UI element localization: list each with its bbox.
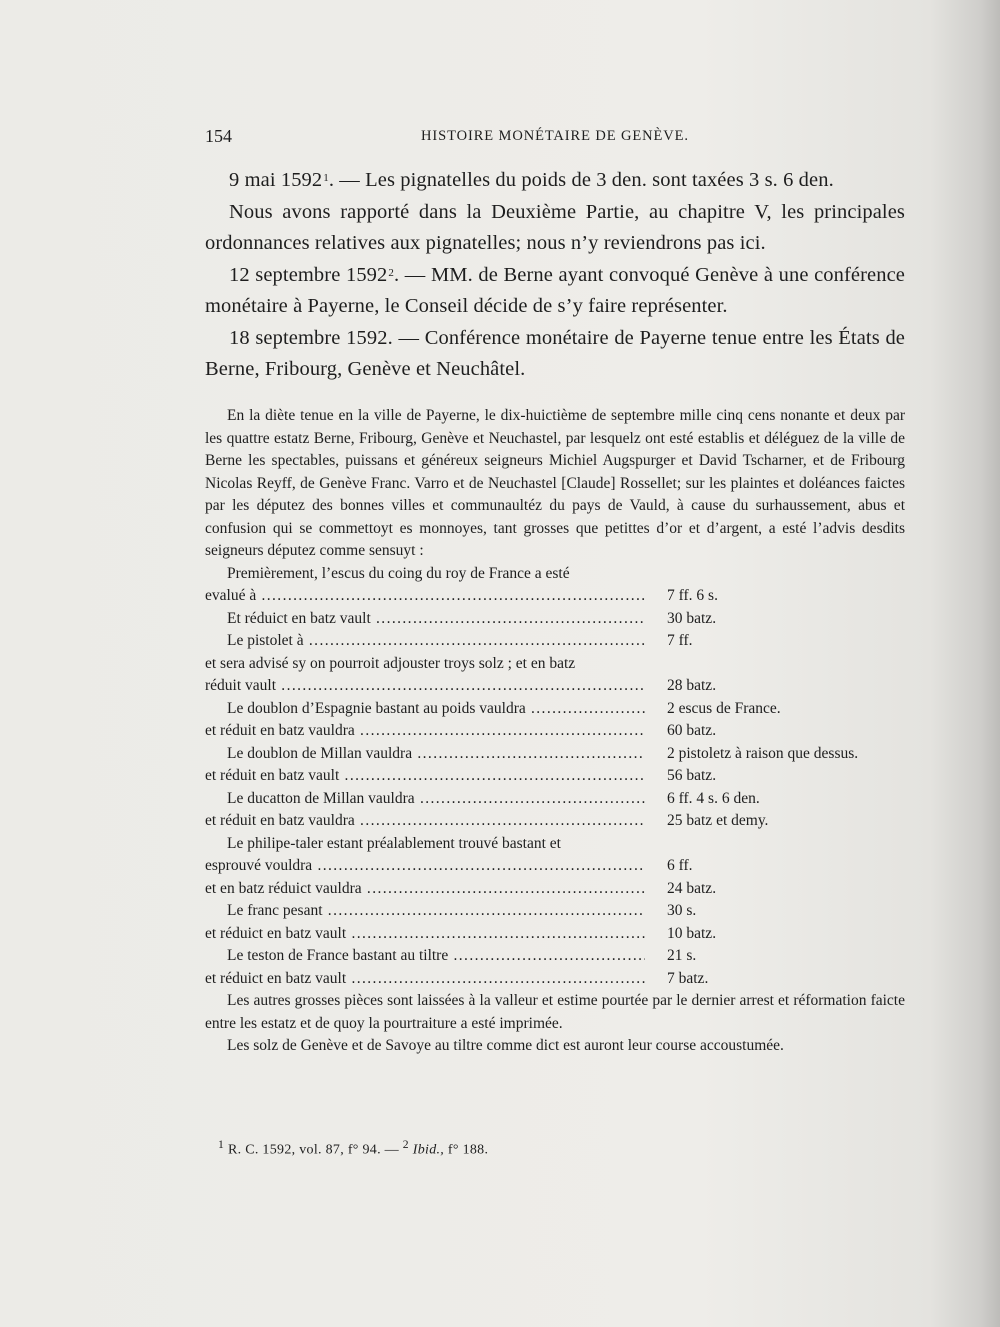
tariff-row	[205, 743, 905, 766]
footnote-2-ibid: Ibid.,	[412, 1142, 445, 1158]
tariff-value: 6 ff.	[667, 857, 693, 874]
tariff-value: 7 ff.	[667, 632, 693, 649]
tariff-row	[205, 675, 905, 698]
main-text	[205, 165, 905, 386]
running-title: HISTOIRE MONÉTAIRE DE GENÈVE.	[421, 128, 689, 144]
footnote-ref: 2	[388, 266, 394, 279]
tariff-value: 25 batz et demy.	[667, 812, 769, 829]
tariff-row	[205, 608, 905, 631]
tariff-value: 7 batz.	[667, 969, 709, 987]
tariff-row	[205, 720, 905, 743]
tariff-row	[205, 630, 905, 653]
tariff-value: 2 pistoletz à raison que dessus.	[667, 744, 859, 762]
tariff-row	[205, 945, 905, 968]
tariff-label: et réduit en batz vault .....	[205, 765, 645, 788]
entry-12-septembre-1592	[205, 260, 905, 323]
entry-date: 12 septembre 1592	[229, 263, 388, 286]
page-header	[205, 126, 905, 152]
tariff-value: 56 batz.	[667, 767, 717, 784]
tariff-value: 21 s.	[667, 947, 697, 964]
tariff-value: 6 ff. 4 s. 6 den.	[667, 789, 760, 807]
tariff-label: Le doublon d’Espagnie bastant au poids vauldra .....	[205, 698, 645, 721]
tariff-row	[205, 923, 905, 946]
entry-text: . — MM. de Berne ayant convoqué Genève à une conférence monétaire à Payerne, le Conseil décide de s’y faire représenter.	[205, 263, 905, 317]
entry-18-septembre-1592	[205, 323, 905, 386]
tariff-label: Le ducatton de Millan vauldra .....	[205, 788, 645, 811]
tariff-value: 30 batz.	[667, 609, 717, 627]
tariff-row	[205, 900, 905, 923]
entry-date: 9 mai 1592	[229, 169, 323, 191]
entry-commentary: Nous avons rapporté dans la Deuxième Partie, au chapitre V, les principales ordonnances relatives aux pignatelles; nous n’y reviendrons pas ici.	[205, 200, 905, 254]
entry-text: . — Conférence monétaire de Payerne tenue entre les États de Berne, Fribourg, Genève et Neuchâtel.	[205, 326, 906, 380]
entry-text: . — Les pignatelles du poids de 3 den. sont taxées 3 s. 6 den.	[328, 169, 834, 191]
tariff-label: Le pistolet à .....	[205, 630, 645, 653]
tariff-label: et réduit en batz vauldra .....	[205, 810, 645, 833]
document-intro: En la diète tenue en la ville de Payerne, le dix-huictième de septembre mille cinq cens nonante et deux par les quattre estatz Berne, Fribourg, Genève et Neuchastel, par lesquelz ont esté establis et déléguez de la ville de Berne les spectables, puissans et généreux seigneurs Michiel Augspurger et David Tscharner, et de Fribourg Nicolas Reyff, de Genève Franc. Varro et de Neuchastel [Claude] Rossellet; sur les plaintes et doléances faictes par les députez des bonnes villes et communaultéz du pays de Vauld, à cause du surhaussement, abus et confusion qui se commettoyt es monnoyes, tant grosses que petittes d’or et d’argent, a esté l’advis desdits seigneurs députez comme sensuyt :	[205, 407, 905, 559]
tariff-value: 7 ff. 6 s.	[667, 587, 718, 604]
page-number: 154	[205, 126, 232, 146]
tariff-label: Le philipe-taler estant préalablement trouvé bastant et	[227, 834, 561, 852]
tariff-label: et réduict en batz vault .....	[205, 923, 645, 946]
tariff-value: 10 batz.	[667, 924, 717, 942]
footnote-1: R. C. 1592, vol. 87, f° 94. —	[227, 1142, 399, 1158]
tariff-row	[205, 878, 905, 901]
tariff-label: réduit vault .....	[205, 675, 645, 698]
tariff-label: evalué à .....	[205, 585, 645, 608]
quoted-document	[205, 405, 905, 1058]
entry-date: 18 septembre 1592	[229, 326, 388, 349]
tariff-row	[205, 585, 905, 608]
tariff-label: et réduit en batz vauldra .....	[205, 720, 645, 743]
tariff-row	[205, 968, 905, 991]
tariff-label: et en batz réduict vauldra .....	[205, 878, 645, 901]
tariff-value: 28 batz.	[667, 677, 717, 694]
tariff-label: et sera advisé sy on pourroit adjouster troys solz ; et en batz	[205, 654, 576, 672]
entry-9-mai-1592	[205, 165, 905, 197]
footnotes	[218, 1138, 918, 1159]
tariff-value: 24 batz.	[667, 879, 717, 897]
tariff-row	[205, 765, 905, 788]
footnote-ref: 1	[323, 172, 329, 184]
coin-tariff-list	[205, 563, 905, 991]
tariff-row	[205, 788, 905, 811]
tariff-row	[205, 698, 905, 721]
tariff-label: Le teston de France bastant au tiltre .....	[205, 945, 645, 968]
tariff-value: 60 batz.	[667, 722, 717, 739]
tariff-row	[205, 855, 905, 878]
tariff-label: Et réduict en batz vault .....	[205, 608, 645, 631]
tariff-label: Le franc pesant .....	[205, 900, 645, 923]
tariff-value: 2 escus de France.	[667, 699, 781, 717]
tariff-value: 30 s.	[667, 902, 697, 919]
tariff-row	[205, 653, 905, 676]
document-closing-2: Les solz de Genève et de Savoye au tiltre comme dict est auront leur course accoustumée.	[227, 1037, 784, 1054]
tariff-label: Le doublon de Millan vauldra .....	[205, 743, 645, 766]
footnote-mark: 2	[402, 1138, 409, 1151]
tariff-row	[205, 563, 905, 586]
tariff-label: Premièrement, l’escus du coing du roy de France a esté	[227, 564, 570, 582]
tariff-row	[205, 810, 905, 833]
tariff-row	[205, 833, 905, 856]
footnote-mark: 1	[218, 1138, 225, 1151]
tariff-label: esprouvé vouldra .....	[205, 855, 645, 878]
tariff-label: et réduict en batz vault .....	[205, 968, 645, 991]
document-closing-1: Les autres grosses pièces sont laissées à la valleur et estime pourtée par le dernier arrest et réformation faicte entre les estatz et de quoy la pourtraiture a esté imprimée.	[205, 992, 905, 1032]
footnote-2: f° 188.	[447, 1142, 489, 1158]
